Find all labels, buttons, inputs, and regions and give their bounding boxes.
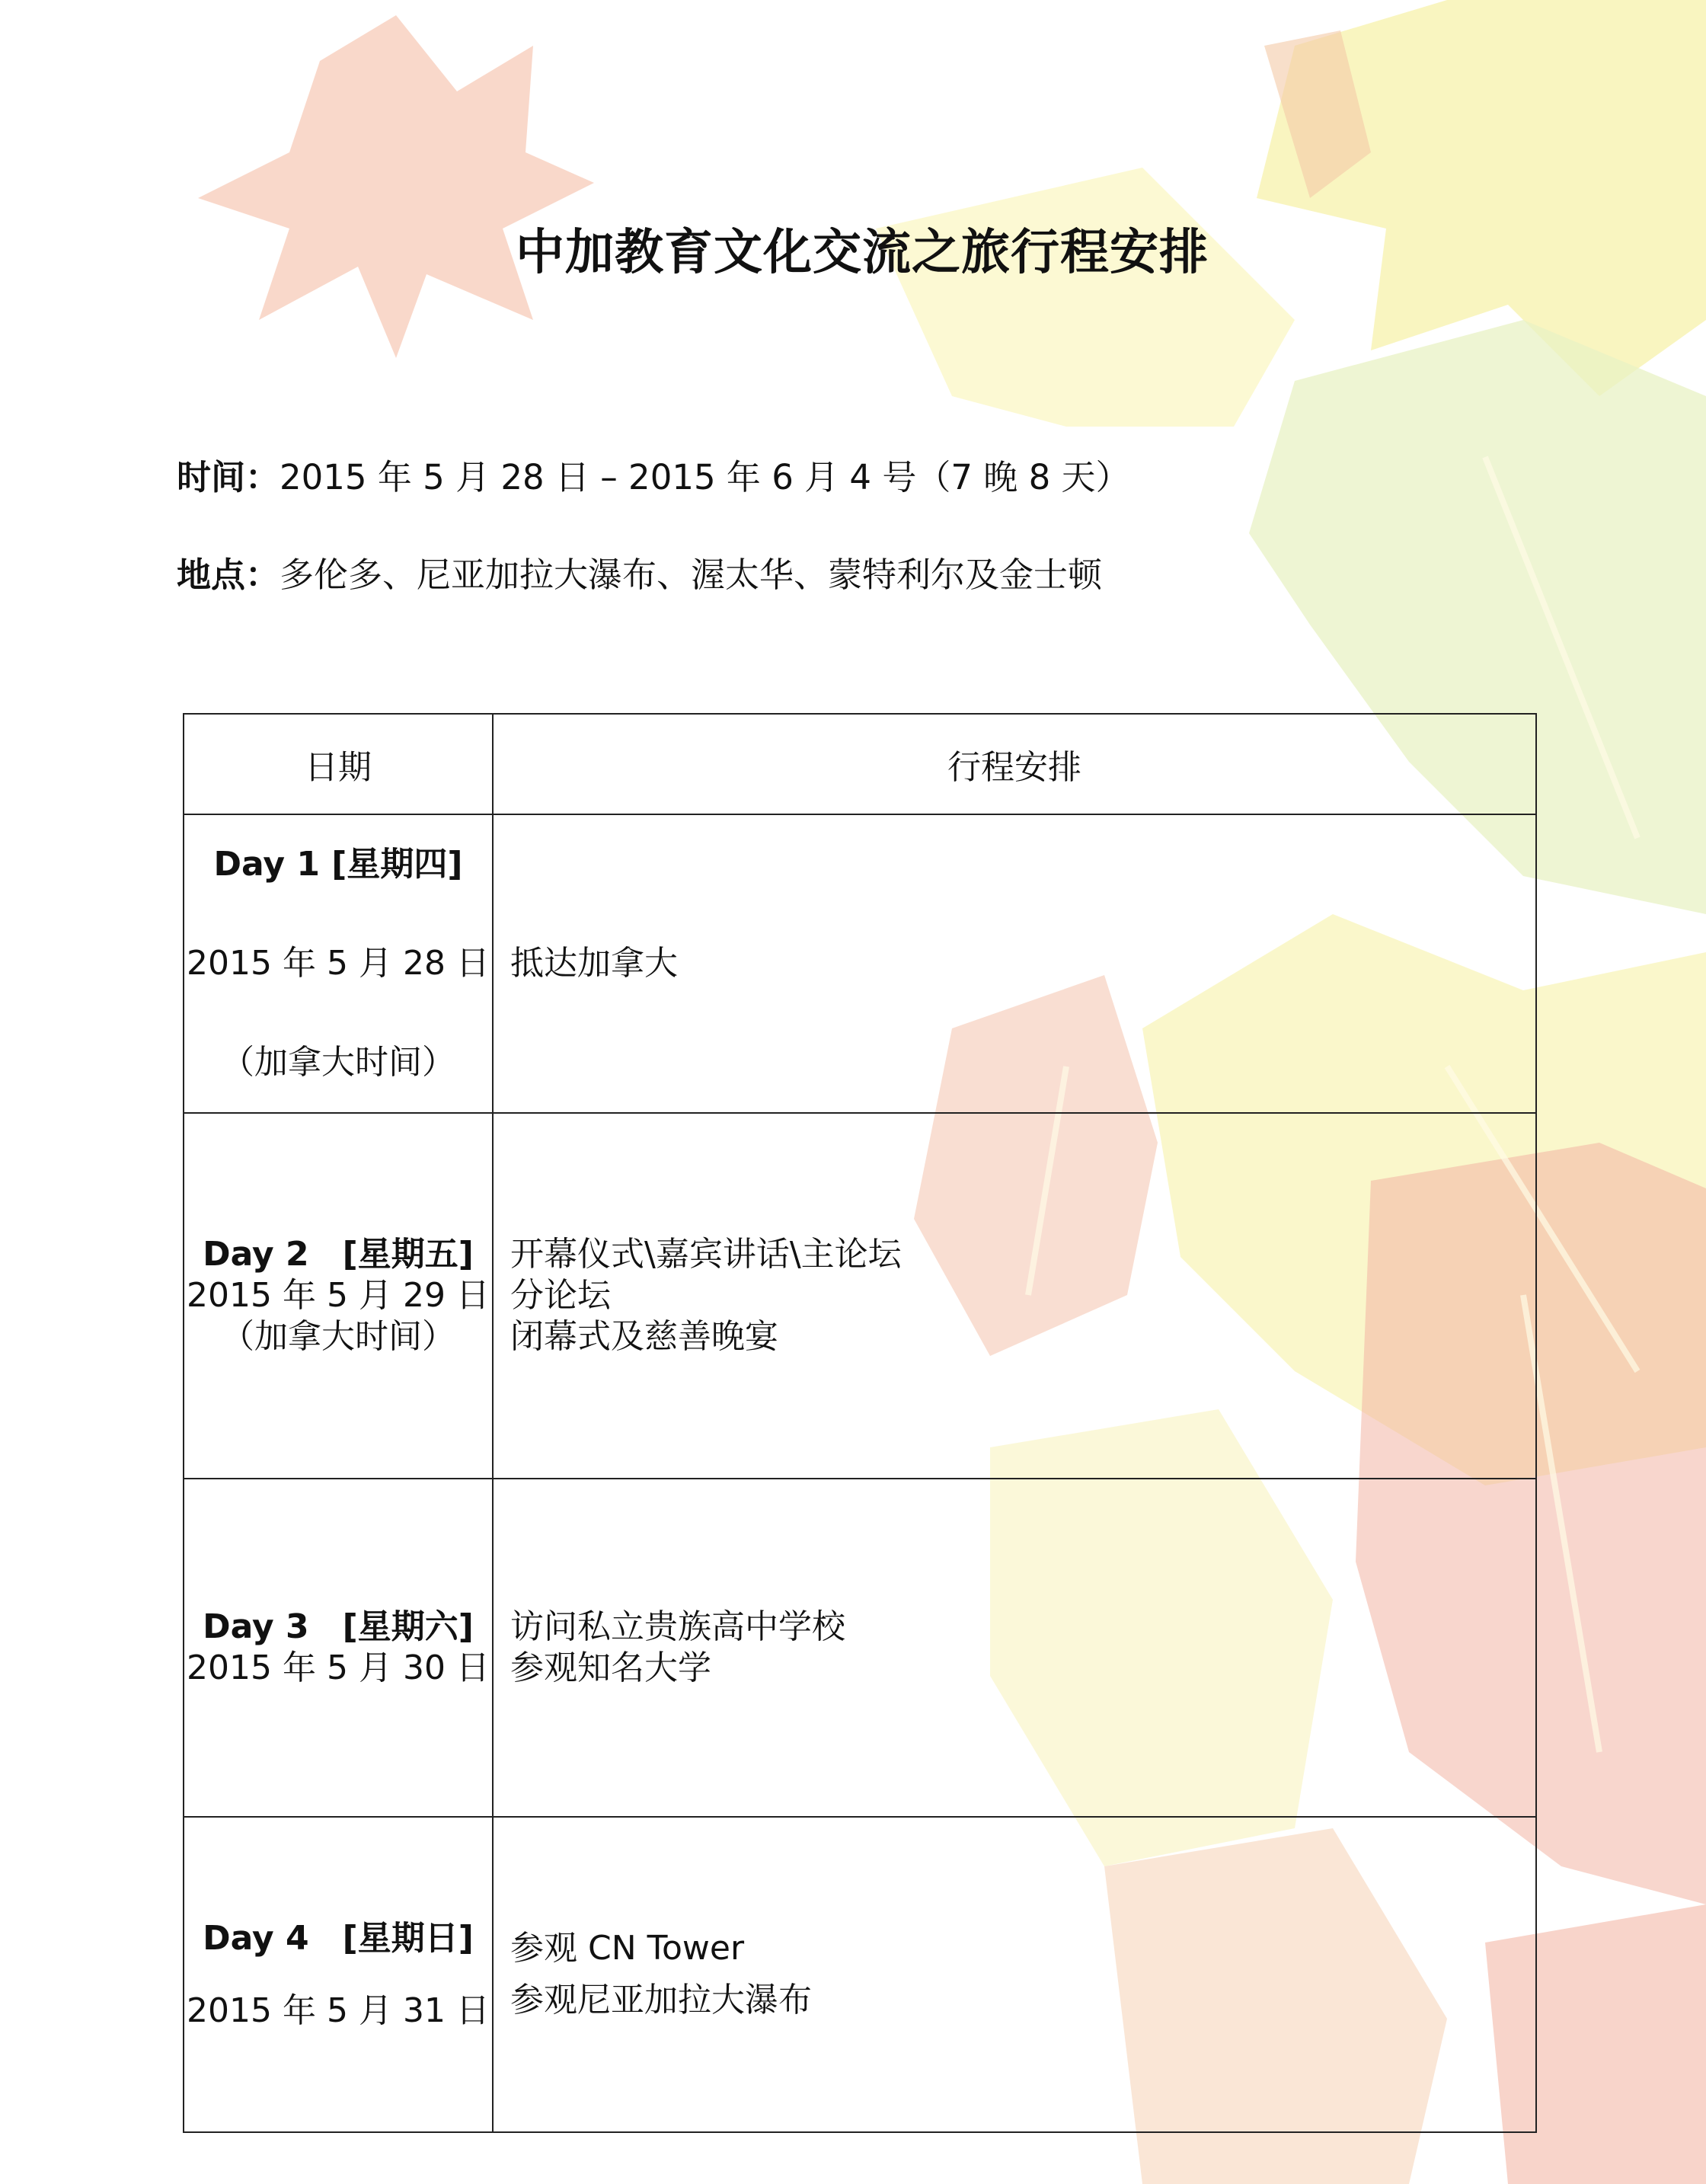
timezone-note: （加拿大时间） <box>221 1317 455 1356</box>
activity-item: 参观尼亚加拉大瀑布 <box>510 1981 812 2019</box>
header-date: 日期 <box>184 714 493 814</box>
header-schedule: 行程安排 <box>493 714 1536 814</box>
table-row <box>184 1113 1536 1479</box>
day-label: Day 3 [星期六] <box>203 1607 474 1646</box>
activity-cell <box>493 1479 1536 1817</box>
date-text: 2015 年 5 月 29 日 <box>187 1276 490 1315</box>
document-title: 中加教育文化交流之旅行程安排 <box>516 225 1209 281</box>
date-text: 2015 年 5 月 28 日 <box>187 944 490 983</box>
itinerary-table <box>183 713 1537 2133</box>
place-line <box>177 547 1102 596</box>
date-text: 2015 年 5 月 30 日 <box>187 1648 490 1687</box>
activity-cell <box>493 814 1536 1113</box>
date-cell <box>184 1817 493 2132</box>
activity-cell <box>493 1817 1536 2132</box>
timezone-note: （加拿大时间） <box>221 1043 455 1082</box>
time-line <box>177 449 1130 499</box>
table-header-row <box>184 714 1536 814</box>
date-text: 2015 年 5 月 31 日 <box>187 1991 490 2030</box>
activity-item: 参观知名大学 <box>510 1648 711 1687</box>
activity-item: 参观 CN Tower <box>510 1929 745 1968</box>
table-row <box>184 1817 1536 2132</box>
time-label: 时间： <box>177 457 280 497</box>
day-label: Day 2 [星期五] <box>203 1235 474 1274</box>
activity-cell <box>493 1113 1536 1479</box>
place-label: 地点： <box>177 555 280 595</box>
activity-item: 开幕仪式\嘉宾讲话\主论坛 <box>510 1235 902 1274</box>
activity-item: 分论坛 <box>510 1276 611 1315</box>
date-cell <box>184 1113 493 1479</box>
day-label: Day 4 [星期日] <box>203 1919 474 1958</box>
activity-item: 抵达加拿大 <box>510 944 678 983</box>
date-cell <box>184 814 493 1113</box>
place-value: 多伦多、尼亚加拉大瀑布、渥太华、蒙特利尔及金士顿 <box>280 555 1103 595</box>
time-value: 2015 年 5 月 28 日 – 2015 年 6 月 4 号（7 晚 8 天） <box>280 457 1130 497</box>
table-row <box>184 814 1536 1113</box>
day-label: Day 1 [星期四] <box>213 845 463 884</box>
table-row <box>184 1479 1536 1817</box>
date-cell <box>184 1479 493 1817</box>
activity-item: 访问私立贵族高中学校 <box>510 1607 845 1646</box>
activity-item: 闭幕式及慈善晚宴 <box>510 1317 778 1356</box>
